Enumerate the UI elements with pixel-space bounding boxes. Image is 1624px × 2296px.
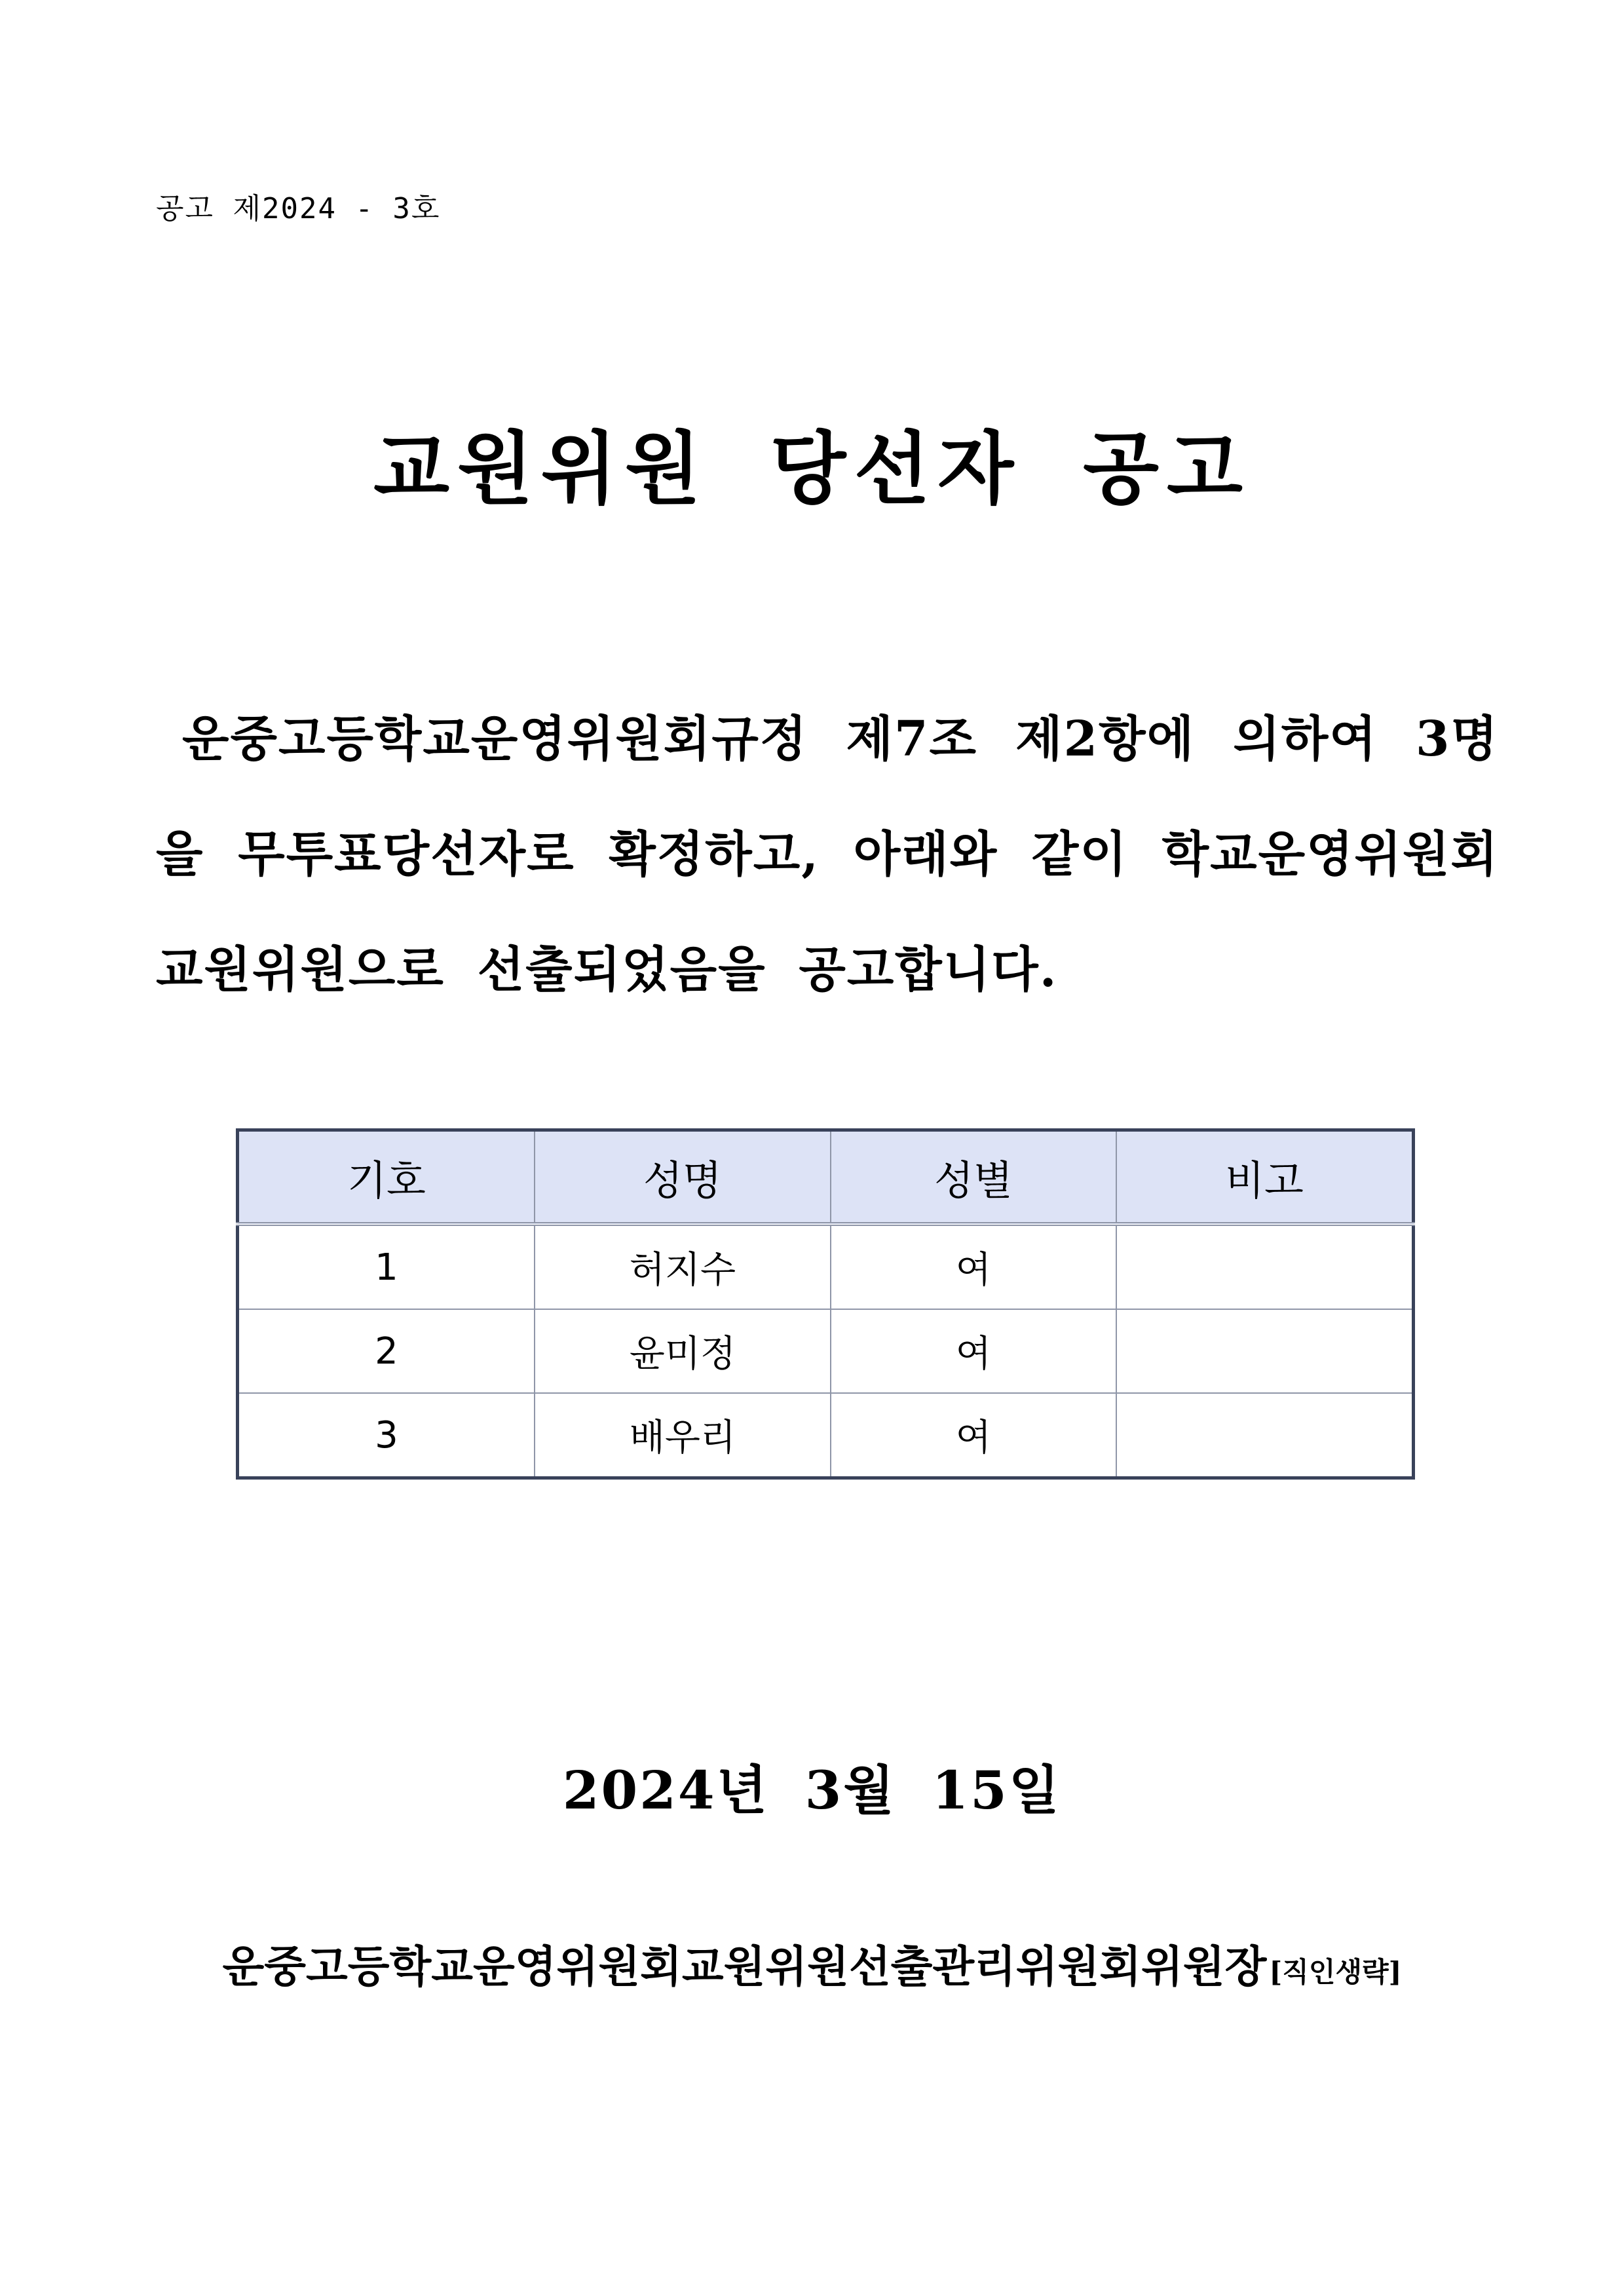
notice-date: 2024년 3월 15일 [562,1759,1062,1821]
seal-note: [직인생략] [1269,1956,1402,1988]
cell-gender: 여 [831,1224,1116,1309]
signature-line [0,1932,1624,1994]
cell-note [1116,1309,1413,1393]
candidate-table [236,1128,1415,1480]
header-number: 기호 [238,1130,535,1225]
cell-gender: 여 [831,1393,1116,1478]
notice-body: 운중고등학교운영위원회규정 제7조 제2항에 의하여 3명을 무투표당선자로 확정하고, 아래와 같이 학교운영위원회 교원위원으로 선출되었음을 공고합니다. [156,711,1499,998]
header-name: 성명 [535,1130,831,1225]
table-row [238,1309,1414,1393]
table-row [238,1393,1414,1478]
cell-name: 배우리 [535,1393,831,1478]
cell-note [1116,1393,1413,1478]
cell-name: 윤미정 [535,1309,831,1393]
cell-number: 3 [238,1393,535,1478]
table-header-row [238,1130,1414,1225]
cell-gender: 여 [831,1309,1116,1393]
header-note: 비고 [1116,1130,1413,1225]
cell-number: 1 [375,1246,398,1289]
signature-title: 운중고등학교운영위원회교원위원선출관리위원회위원장 [222,1941,1267,1992]
page-title: 교원위원 당선자 공고 [373,423,1251,515]
cell-note [1116,1224,1413,1309]
header-gender: 성별 [831,1130,1116,1225]
cell-number: 2 [238,1309,535,1393]
cell-name: 허지수 [535,1224,831,1309]
table-row [238,1224,1414,1309]
notice-number: 공고 제2024 - 3호 [156,192,441,225]
